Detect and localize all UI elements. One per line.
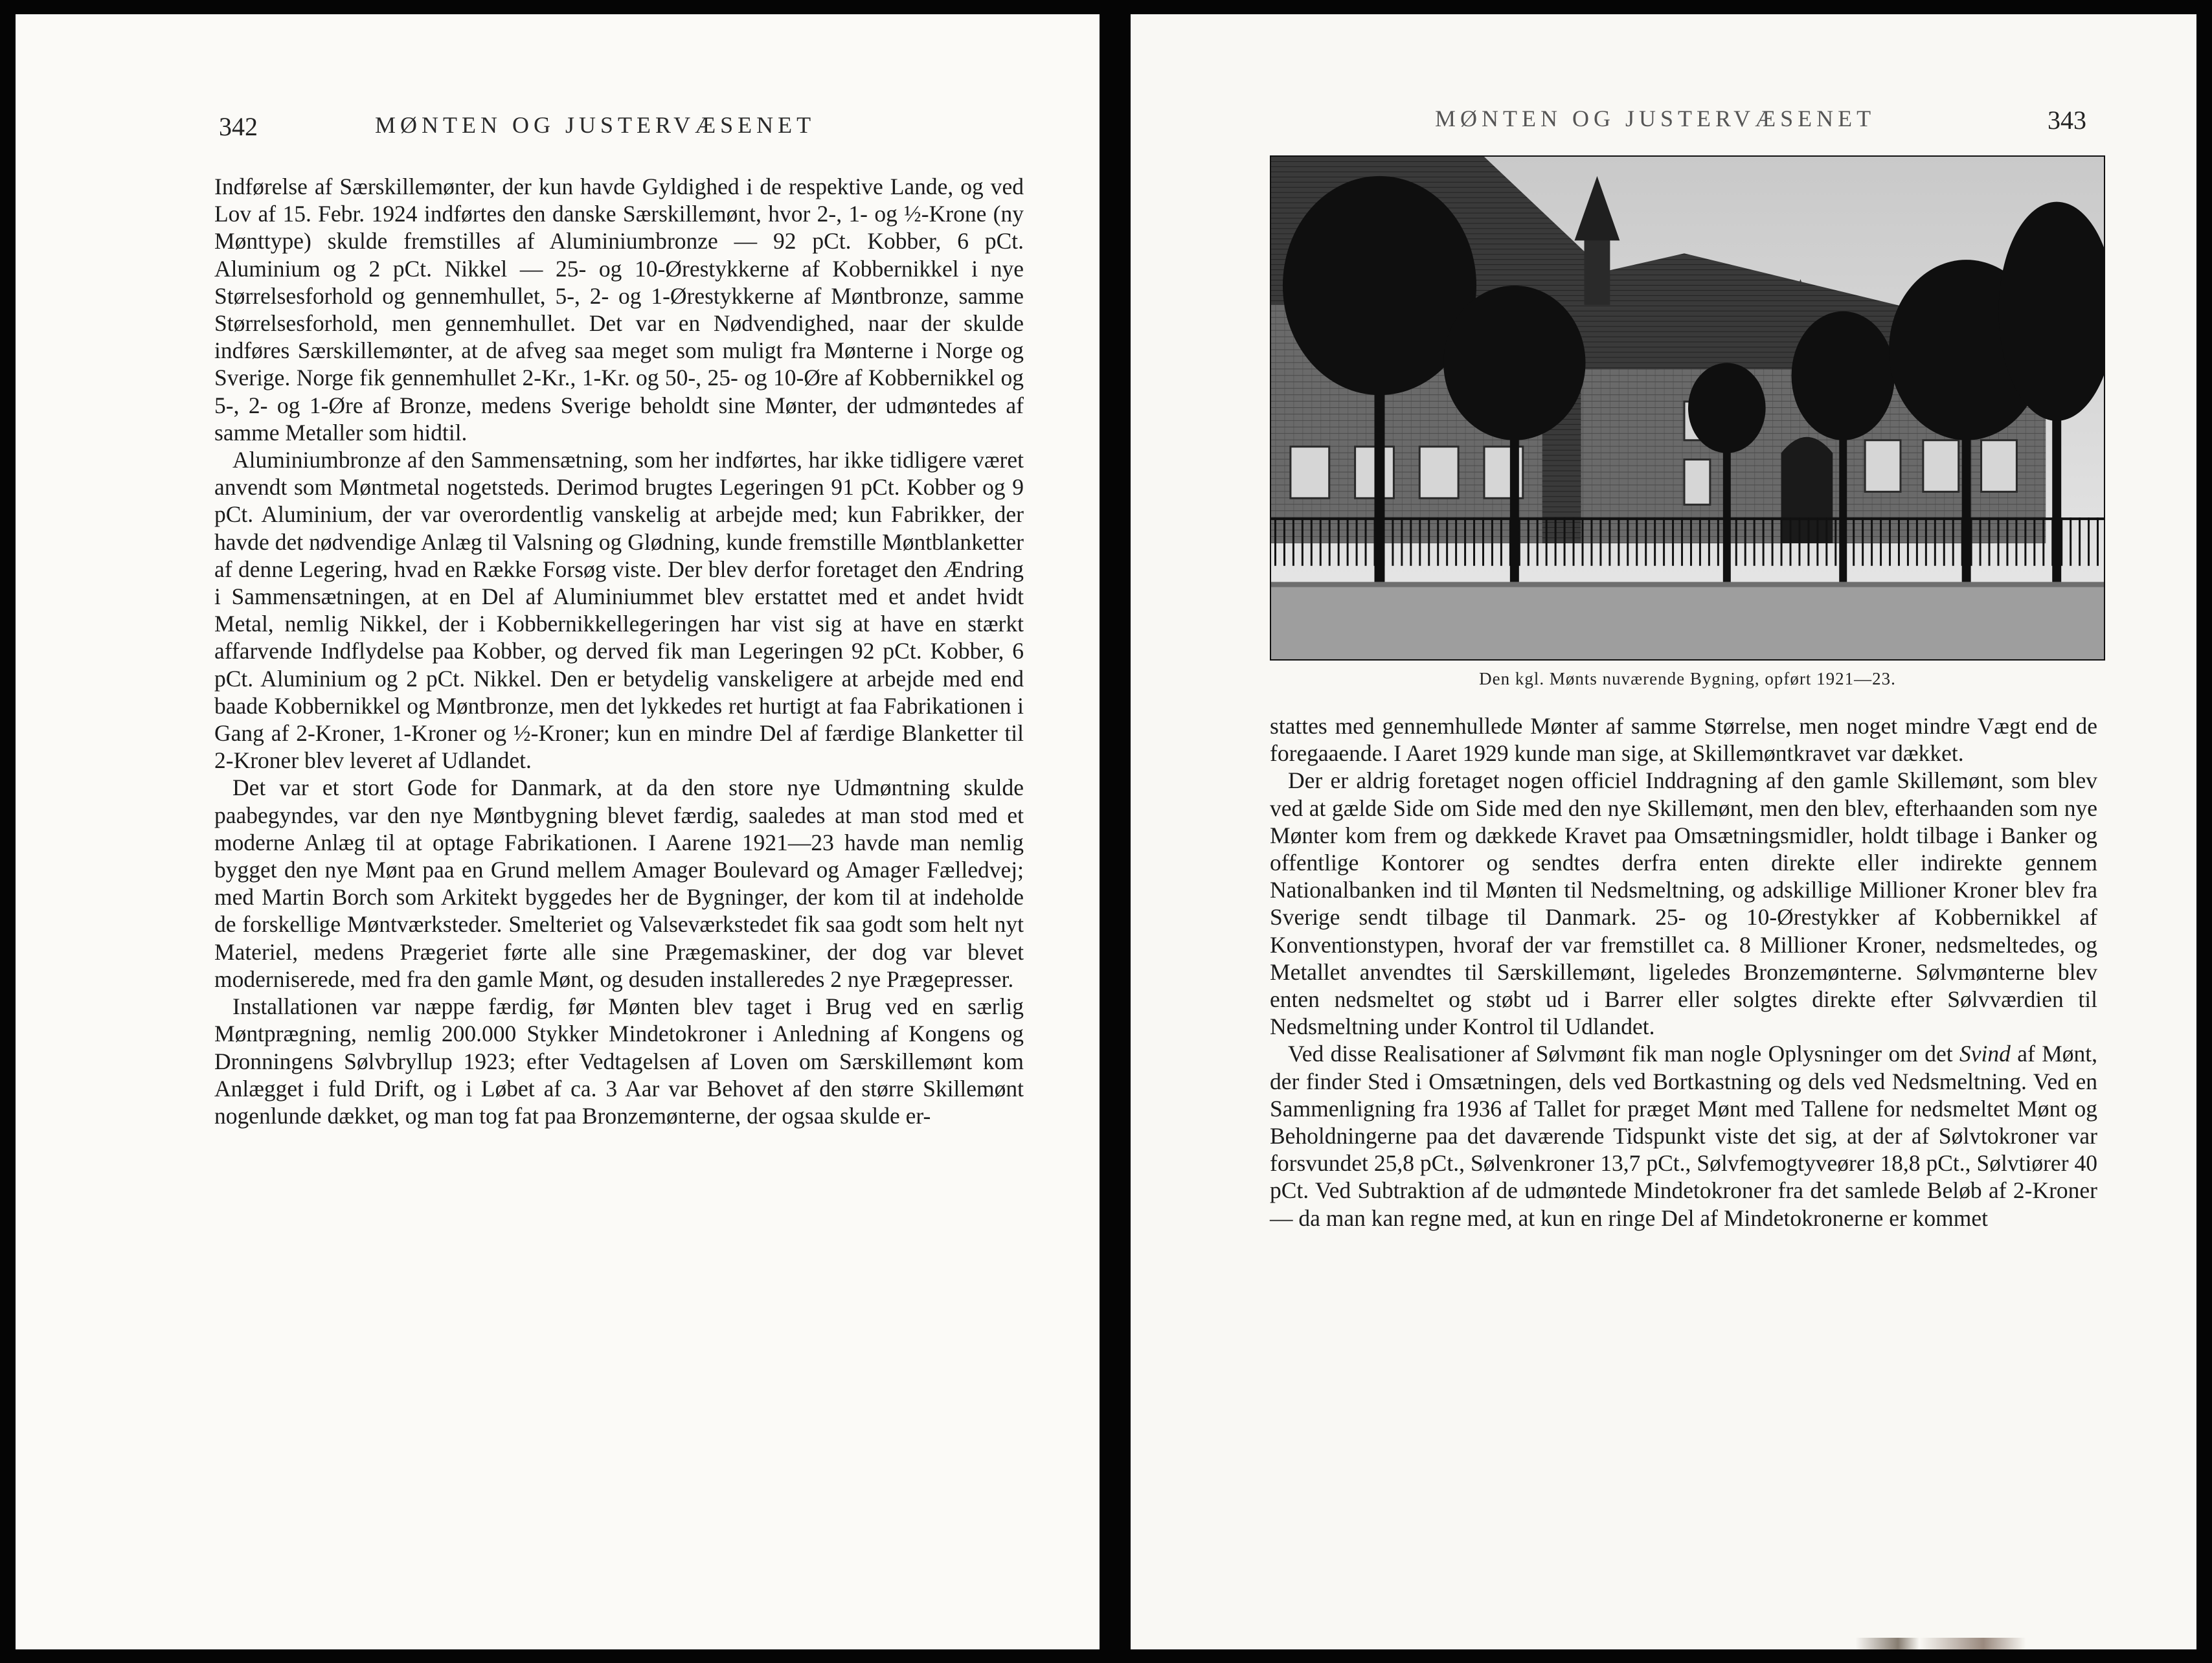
body-text (214, 173, 1024, 1129)
running-head: MØNTEN OG JUSTERVÆSENET (1435, 106, 1876, 131)
left-page (16, 14, 1100, 1649)
paragraph: Installationen var næppe færdig, før Mønten blev taget i Brug ved en særlig Møntprægning, nemlig 200.000 Stykker Mindetokroner i Anledning af Kongens og Dronningens Sølvbryllup 1923; efter Vedtagelsen af Loven om Særskillemønt kom Anlægget i fuld Drift, og i Løbet af ca. 3 Aar var Behovet af den større Skillemønt nogenlunde dækket, og man tog fat paa Bronzemønterne, der ogsaa skulde er- (214, 993, 1024, 1129)
paragraph: Aluminiumbronze af den Sammensætning, som her indførtes, har ikke tidligere været anvendt som Møntmetal nogetsteds. Derimod brugtes Legeringen 91 pCt. Kobber og 9 pCt. Aluminium, der var overordentlig vanskelig at arbejde med; kun Fabrikker, der havde det nødvendige Anlæg til Valsning og Glødning, kunde fremstille Møntblanketter af denne Legering, hvad en Række Forsøg viste. Der blev derfor foretaget den Ændring i Sammensætningen, at en Del af Aluminiummet blev erstattet med et andet hvidt Metal, nemlig Nikkel, der i Kobbernikkellegeringen har vist sig at have en stærkt affarvende Indflydelse paa Kobber, og derved fik man Legeringen 92 pCt. Kobber, 6 pCt. Aluminium og 2 pCt. Nikkel. Den er betydelig vanskeligere at arbejde med end baade Kobbernikkel og Møntbronze, men det lykkedes ret hurtigt at faa Fabrikationen i Gang af 2-Kroner, 1-Kroner og ½-Kroner; kun en mindre Del af færdige Blanketter til 2-Kroner blev leveret af Udlandet. (214, 447, 1024, 774)
paragraph: Det var et stort Gode for Danmark, at da den store nye Udmøntning skulde paabegyndes, var den nye Møntbygning blevet færdig, saaledes at man stod med et moderne Anlæg til at optage Fabrikationen. I Aarene 1921—23 havde man nemlig bygget den nye Mønt paa en Grund mellem Amager Boulevard og Amager Fælledvej; med Martin Borch som Arkitekt byggedes her de Bygninger, der kom til at indeholde de forskellige Møntværksteder. Smelteriet og Valseværkstedet fik saa godt som helt nyt Materiel, medens Prægeriet førte alle sine Prægemaskiner, der dog var blevet moderniserede, med fra den gamle Mønt, og desuden installeredes 2 nye Prægepresser. (214, 775, 1024, 992)
building-figure (1270, 155, 2105, 688)
paragraph-text: Ved disse Realisationer af Sølvmønt fik man nogle Oplysninger om det (1288, 1041, 1959, 1067)
paragraph (1270, 1040, 2097, 1231)
figure-caption: Den kgl. Mønts nuværende Bygning, opført 1921—23. (1479, 669, 1896, 688)
paragraph: Indførelse af Særskillemønter, der kun havde Gyldighed i de respektive Lande, og ved Lov af 15. Febr. 1924 indførtes den danske Særskillemønt, hvor 2-, 1- og ½-Krone (ny Mønttype) skulde fremstilles af Aluminiumbronze — 92 pCt. Kobber, 6 pCt. Aluminium og 2 pCt. Nikkel — 25- og 10-Ørestykkerne af Kobbernikkel i nye Størrelsesforhold og gennemhullet, 5-, 2- og 1-Ørestykkerne af Møntbronze, samme Størrelsesforhold, men gennemhullet. Det var en Nødvendighed, naar der skulde indføres Særskillemønter, at de afveg saa meget som muligt fra Mønterne i Norge og Sverige. Norge fik gennemhullet 2-Kr., 1-Kr. og 50-, 25- og 10-Øre af Kobbernikkel og 5-, 2- og 1-Øre af Bronze, medens Sverige beholdt sine Mønter, der udmøntedes af samme Metaller som hidtil. (214, 174, 1024, 446)
paragraph: stattes med gennemhullede Mønter af samme Størrelse, men noget mindre Vægt end de foregaaende. I Aaret 1929 kunde man sige, at Skillemøntkravet var dækket. (1270, 713, 2097, 767)
emphasized-word: Svind (1959, 1041, 2011, 1067)
page-number: 343 (2048, 106, 2086, 135)
running-head: MØNTEN OG JUSTERVÆSENET (375, 112, 816, 138)
paragraph: Der er aldrig foretaget nogen officiel Inddragning af den gamle Skillemønt, som blev ved at gælde Side om Side med den nye Skillemønt, men den blev, efterhaanden som nye Mønter kom frem og dækkede Kravet paa Omsætningsmidler, holdt tilbage i Banker og offentlige Kontorer og sendtes derfra enten direkte eller indirekte gennem Nationalbanken ind til Mønten til Nedsmeltning, og adskillige Millioner Kroner blev fra Sverige sendt tilbage til Danmark. 25- og 10-Ørestykker af Kobbernikkel af Konventionstypen, hvoraf der var fremstillet ca. 8 Millioner Kroner, nedsmeltedes, og Metallet anvendtes til Særskillemønt, ligeledes Bronzemønterne. Sølvmønterne blev enten nedsmeltet og støbt ud i Barrer eller solgtes direkte efter Sølvværdien til Nedsmeltning under Kontrol til Udlandet. (1270, 767, 2097, 1040)
right-page (1131, 14, 2196, 1649)
building-photo (1270, 155, 2105, 661)
page-edge (1131, 1638, 2196, 1649)
page-number: 342 (219, 112, 258, 141)
paragraph-text: af Mønt, der finder Sted i Omsætningen, dels ved Bortkastning og dels ved Nedsmeltning. Ved en Sammenligning fra 1936 af Tallet for præget Mønt med Tallene for nedsmeltet Mønt og Beholdningerne paa det daværende Tidspunkt viste det sig, at der af Sølvtokroner var forsvundet 25,8 pCt., Sølvenkroner 13,7 pCt., Sølvfemogtyveører 18,8 pCt., Sølvtiører 40 pCt. Ved Subtraktion af de udmøntede Mindetokroner fra det samlede Beløb af 2-Kroner — da man kan regne med, at kun en ringe Del af Mindetokronerne er kommet (1270, 1041, 2097, 1231)
body-text (1270, 712, 2097, 1232)
